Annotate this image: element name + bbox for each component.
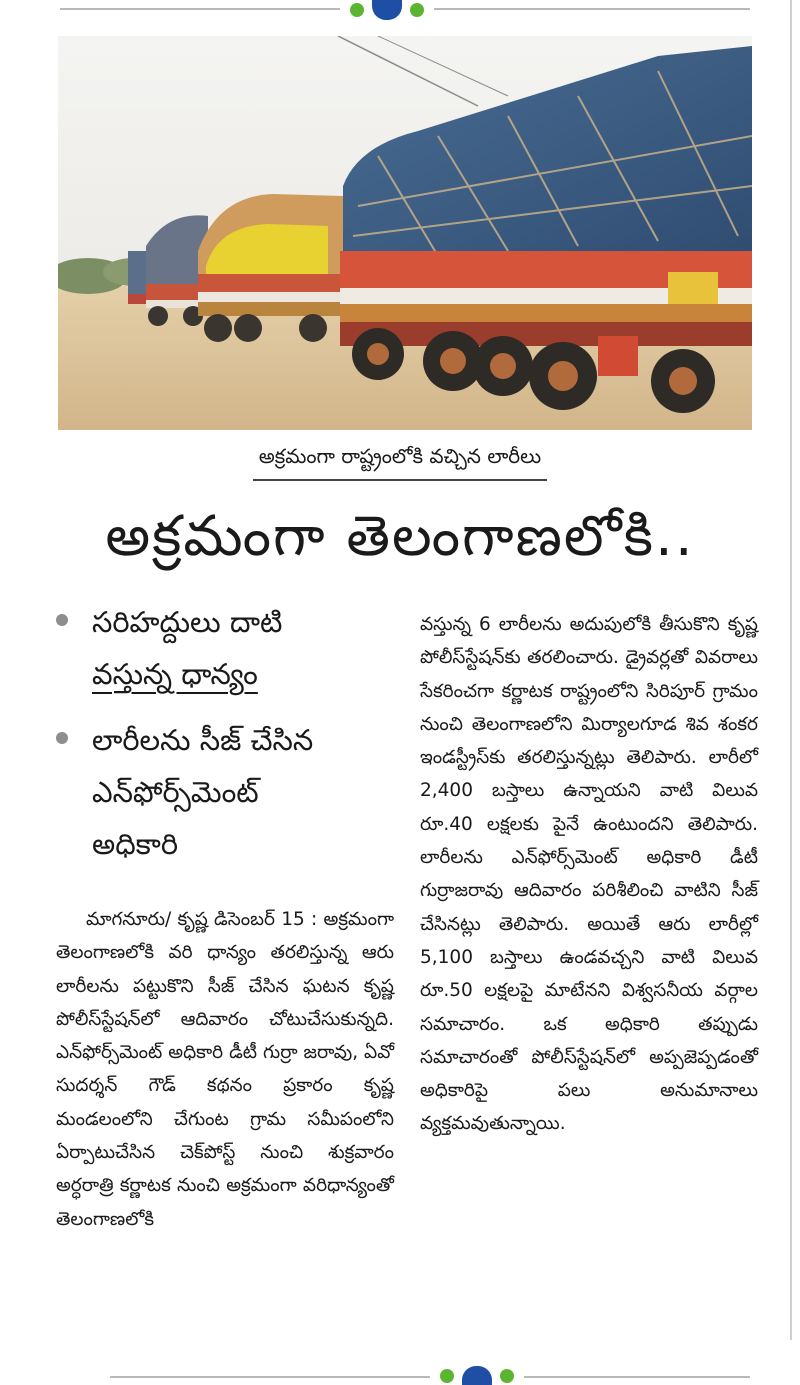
newspaper-ornament-icon bbox=[430, 1366, 524, 1385]
bullet-line: లారీలను సీజ్ చేసిన bbox=[92, 723, 314, 757]
bullet-dot-icon bbox=[56, 732, 68, 744]
bullet-line: వస్తున్న ధాన్యం bbox=[92, 657, 258, 691]
article-text-right: వస్తున్న 6 లారీలను అదుపులోకి తీసుకొని కృష్ణ పోలీస్‌స్టేషన్‌కు తరలించారు. డ్రైవర్లతో వివరాలు సేకరించగా కర్ణాటక రాష్ట్రంలోని సిరిపూర్ గ్రామం నుంచి తెలంగాణలోని మిర్యాలగూడ శివ శంకర ఇండస్ట్రీస్‌కు తరలిస్తున్నట్లు తెలిపారు. లారీలో 2,400 బస్తాలు ఉన్నాయని వాటి విలువ రూ.40 లక్షలకు పైనే ఉంటుందని తెలిపారు. లారీలను ఎన్‌ఫోర్స్‌మెంట్ అధికారి డీటీ గుర్రాజరావు ఆదివారం పరిశీలించి వాటిని సీజ్ చేసినట్లు తెలిపారు. అయితే ఆరు లారీల్లో 5,100 బస్తాలు ఉండవచ్చని వాటి విలువ రూ.50 లక్షలపై మాటేనని విశ్వసనీయ వర్గాల సమాచారం. ఒక అధికారి తప్పుడు సమాచారంతో పోలీస్‌స్టేషన్‌లో అప్పజెప్పడంతో అధికారిపై పలు అనుమానాలు వ్యక్తమవుతున్నాయి. bbox=[420, 614, 758, 1135]
article-column-right bbox=[420, 608, 758, 1141]
article-text-left: మాగనూరు/ కృష్ణ డిసెంబర్ 15 : అక్రమంగా తెలంగాణలోకి వరి ధాన్యం తరలిస్తున్న ఆరు లారీలను పట్టుకొని సీజ్ చేసిన ఘటన కృష్ణ పోలీస్‌స్టేషన్‌లో ఆదివారం చోటుచేసుకున్నది. ఎన్‌ఫోర్స్‌మెంట్ అధికారి డీటీ గుర్రా జరావు, ఏవో సుదర్శన్ గౌడ్ కథనం ప్రకారం కృష్ణ మండలంలోని చేగుంట గ్రామ సమీపంలోని ఏర్పాటుచేసిన చెక్‌పోస్ట్ నుంచి శుక్రవారం అర్ధరాత్రి కర్ణాటక నుంచి అక్రమంగా వరిధాన్యంతో తెలంగాణలోకి bbox=[56, 909, 394, 1230]
bullet-line: సరిహద్దులు దాటి bbox=[92, 605, 283, 639]
headline: అక్రమంగా తెలంగాణలోకి.. bbox=[105, 504, 695, 569]
bullet-item bbox=[56, 714, 396, 870]
bullet-line: ఎన్‌ఫోర్స్‌మెంట్ bbox=[92, 775, 259, 809]
photo-caption-wrap bbox=[0, 444, 800, 481]
bullet-item bbox=[56, 596, 396, 700]
lorries-photo bbox=[58, 36, 752, 430]
bullet-dot-icon bbox=[56, 614, 68, 626]
newspaper-ornament-icon bbox=[340, 0, 434, 20]
bullet-line: అధికారి bbox=[92, 827, 179, 861]
column-divider bbox=[790, 0, 792, 1340]
article-column-left bbox=[56, 903, 394, 1236]
highlight-bullets bbox=[56, 596, 396, 884]
photo-caption: అక్రమంగా రాష్ట్రంలోకి వచ్చిన లారీలు bbox=[253, 444, 547, 481]
